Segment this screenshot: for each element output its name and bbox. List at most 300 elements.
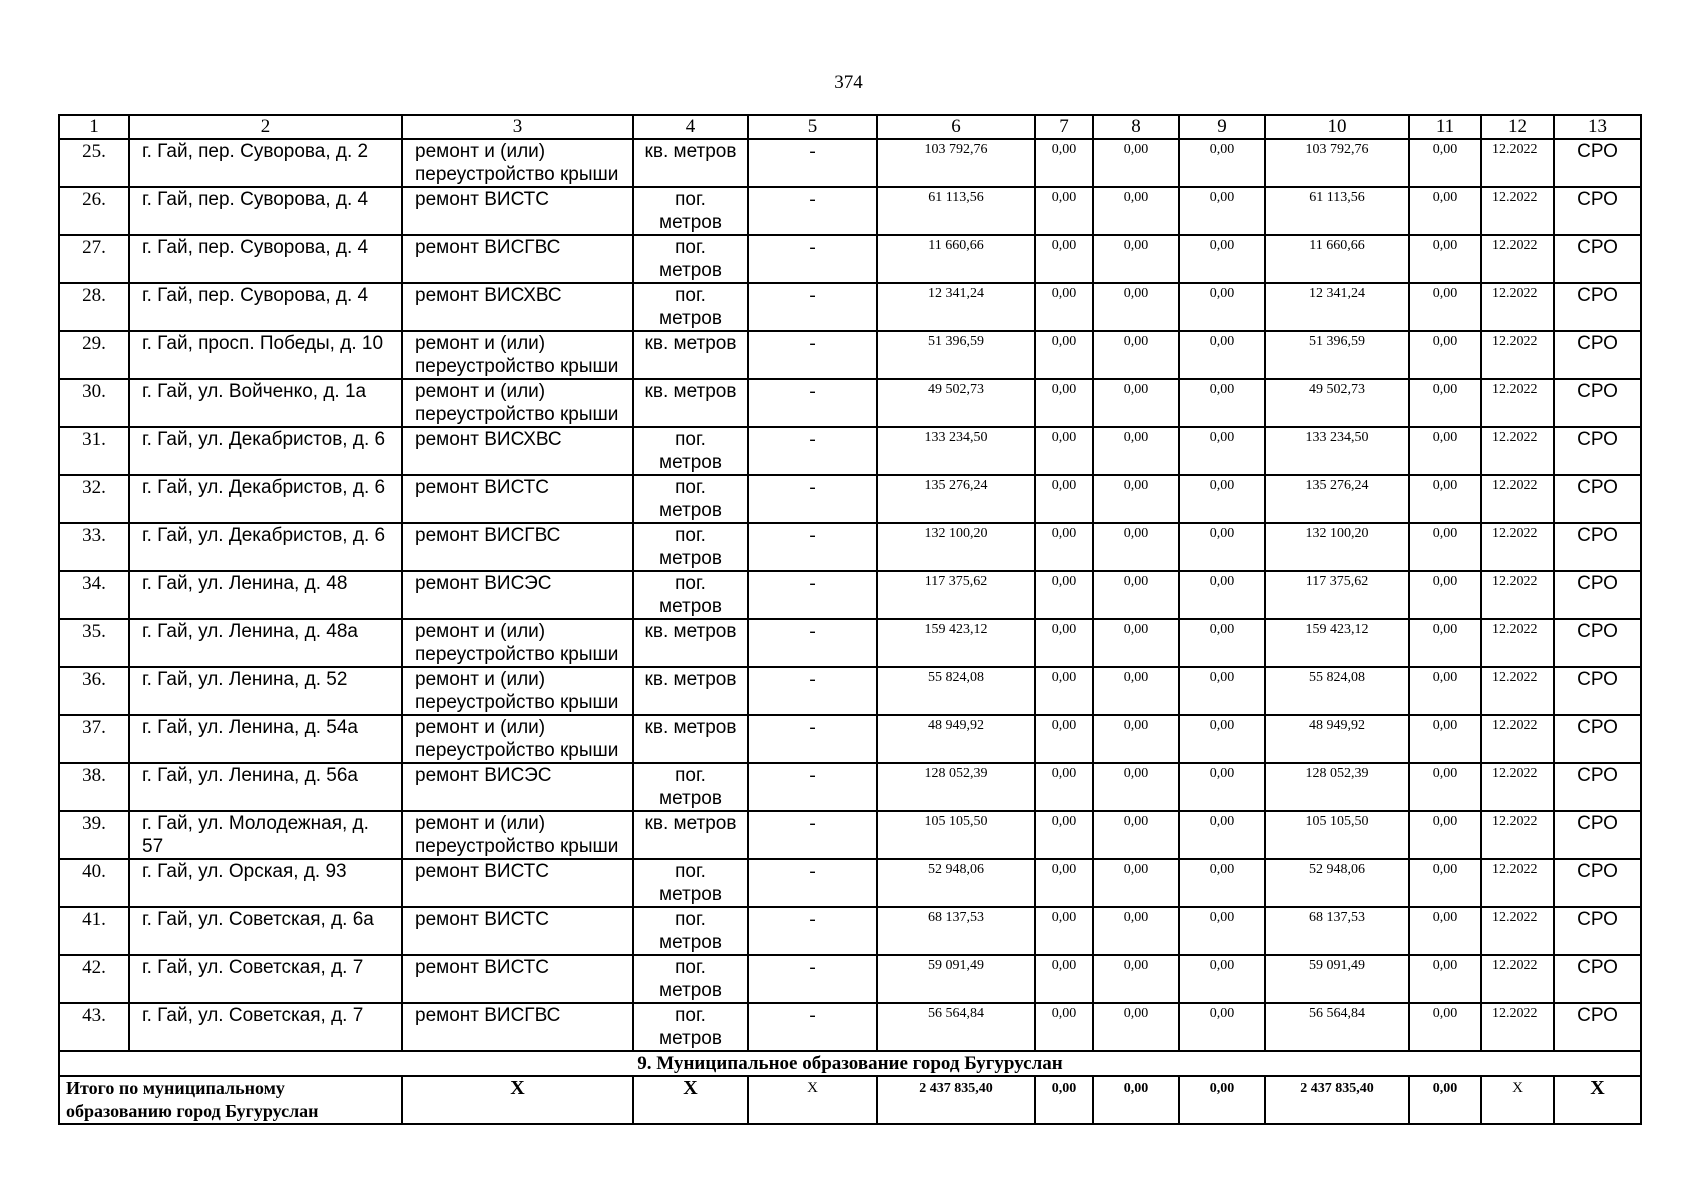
amount-cell-c10: 68 137,53 <box>1265 907 1409 955</box>
work-type-cell <box>402 187 633 235</box>
row-number-cell: 42. <box>59 955 129 1003</box>
amount-cell-c8: 0,00 <box>1093 187 1179 235</box>
row-number-cell: 39. <box>59 811 129 859</box>
work-type-cell <box>402 859 633 907</box>
unit-line: кв. метров <box>644 333 737 354</box>
total-row <box>59 1076 1641 1124</box>
column-5-cell: - <box>748 763 877 811</box>
amount-cell-c8: 0,00 <box>1093 571 1179 619</box>
amount-cell-c8: 0,00 <box>1093 763 1179 811</box>
row-number-cell: 37. <box>59 715 129 763</box>
deadline-cell: 12.2022 <box>1481 235 1554 283</box>
column-number-header-row <box>59 115 1641 139</box>
row-number-cell: 28. <box>59 283 129 331</box>
deadline-cell: 12.2022 <box>1481 187 1554 235</box>
amount-cell-c9: 0,00 <box>1179 667 1265 715</box>
amount-cell-c11: 0,00 <box>1409 139 1481 187</box>
deadline-cell: 12.2022 <box>1481 619 1554 667</box>
amount-cell-c6: 68 137,53 <box>877 907 1035 955</box>
amount-cell-c9: 0,00 <box>1179 715 1265 763</box>
deadline-cell: 12.2022 <box>1481 571 1554 619</box>
column-5-cell: - <box>748 859 877 907</box>
amount-cell-c6: 49 502,73 <box>877 379 1035 427</box>
amount-cell-c9: 0,00 <box>1179 235 1265 283</box>
amount-cell-c11: 0,00 <box>1409 907 1481 955</box>
amount-cell-c9: 0,00 <box>1179 379 1265 427</box>
table-row <box>59 139 1641 187</box>
amount-cell-c10: 117 375,62 <box>1265 571 1409 619</box>
unit-line: пог. <box>675 525 706 546</box>
amount-cell-c10: 52 948,06 <box>1265 859 1409 907</box>
table-row <box>59 907 1641 955</box>
amount-cell-c10: 55 824,08 <box>1265 667 1409 715</box>
column-5-cell: - <box>748 1003 877 1051</box>
amount-cell-c11: 0,00 <box>1409 331 1481 379</box>
table-row <box>59 763 1641 811</box>
amount-cell-c8: 0,00 <box>1093 811 1179 859</box>
amount-cell-c6: 59 091,49 <box>877 955 1035 1003</box>
source-cell: СРО <box>1554 619 1641 667</box>
deadline-cell: 12.2022 <box>1481 331 1554 379</box>
table-row <box>59 811 1641 859</box>
amount-cell-c11: 0,00 <box>1409 763 1481 811</box>
row-number-cell: 32. <box>59 475 129 523</box>
amount-cell-c6: 51 396,59 <box>877 331 1035 379</box>
table-row <box>59 331 1641 379</box>
work-type-line: ремонт ВИСГВС <box>415 237 561 258</box>
work-type-line: переустройство крыши <box>415 404 619 425</box>
amount-cell-c8: 0,00 <box>1093 859 1179 907</box>
amount-cell-c6: 133 234,50 <box>877 427 1035 475</box>
address-cell: г. Гай, ул. Ленина, д. 48а <box>129 619 402 667</box>
amount-cell-c10: 132 100,20 <box>1265 523 1409 571</box>
work-type-line: ремонт и (или) <box>415 333 546 354</box>
amount-cell-c8: 0,00 <box>1093 475 1179 523</box>
work-type-cell <box>402 619 633 667</box>
amount-cell-c7: 0,00 <box>1035 955 1093 1003</box>
source-cell: СРО <box>1554 235 1641 283</box>
source-cell: СРО <box>1554 187 1641 235</box>
amount-cell-c7: 0,00 <box>1035 379 1093 427</box>
unit-cell <box>633 187 748 235</box>
table-row <box>59 283 1641 331</box>
deadline-cell: 12.2022 <box>1481 715 1554 763</box>
amount-cell-c11: 0,00 <box>1409 811 1481 859</box>
column-5-cell: - <box>748 235 877 283</box>
address-cell: г. Гай, пер. Суворова, д. 4 <box>129 235 402 283</box>
unit-line: кв. метров <box>644 141 737 162</box>
work-type-line: ремонт ВИСТС <box>415 477 549 498</box>
work-type-line: переустройство крыши <box>415 692 619 713</box>
unit-line: пог. <box>675 1005 706 1026</box>
amount-cell-c7: 0,00 <box>1035 763 1093 811</box>
work-type-line: ремонт ВИСТС <box>415 909 549 930</box>
address-cell: г. Гай, ул. Ленина, д. 52 <box>129 667 402 715</box>
work-type-cell <box>402 907 633 955</box>
column-5-cell: - <box>748 475 877 523</box>
amount-cell-c7: 0,00 <box>1035 139 1093 187</box>
column-number: 13 <box>1554 115 1641 139</box>
amount-cell-c7: 0,00 <box>1035 907 1093 955</box>
unit-cell <box>633 667 748 715</box>
row-number-cell: 27. <box>59 235 129 283</box>
deadline-cell: 12.2022 <box>1481 955 1554 1003</box>
unit-line: метров <box>659 884 722 905</box>
row-number-cell: 35. <box>59 619 129 667</box>
unit-line: метров <box>659 1028 722 1049</box>
table-row <box>59 187 1641 235</box>
column-number: 3 <box>402 115 633 139</box>
column-5-cell: - <box>748 187 877 235</box>
column-number: 7 <box>1035 115 1093 139</box>
table-row <box>59 427 1641 475</box>
amount-cell-c11: 0,00 <box>1409 427 1481 475</box>
row-number-cell: 38. <box>59 763 129 811</box>
row-number-cell: 36. <box>59 667 129 715</box>
table-row <box>59 619 1641 667</box>
row-number-cell: 31. <box>59 427 129 475</box>
work-type-line: ремонт ВИСГВС <box>415 1005 561 1026</box>
amount-cell-c8: 0,00 <box>1093 907 1179 955</box>
amount-cell-c6: 105 105,50 <box>877 811 1035 859</box>
amount-cell-c10: 128 052,39 <box>1265 763 1409 811</box>
total-c5: X <box>748 1076 877 1124</box>
source-cell: СРО <box>1554 955 1641 1003</box>
work-type-cell <box>402 523 633 571</box>
source-cell: СРО <box>1554 571 1641 619</box>
amount-cell-c10: 61 113,56 <box>1265 187 1409 235</box>
row-number-cell: 25. <box>59 139 129 187</box>
page-number: 374 <box>834 72 863 93</box>
unit-line: метров <box>659 260 722 281</box>
work-type-cell <box>402 379 633 427</box>
amount-cell-c6: 56 564,84 <box>877 1003 1035 1051</box>
address-cell: г. Гай, ул. Ленина, д. 48 <box>129 571 402 619</box>
table-row <box>59 715 1641 763</box>
unit-line: кв. метров <box>644 669 737 690</box>
amount-cell-c11: 0,00 <box>1409 619 1481 667</box>
amount-cell-c6: 128 052,39 <box>877 763 1035 811</box>
amount-cell-c9: 0,00 <box>1179 619 1265 667</box>
amount-cell-c7: 0,00 <box>1035 475 1093 523</box>
work-type-cell <box>402 235 633 283</box>
amount-cell-c8: 0,00 <box>1093 1003 1179 1051</box>
total-c7: 0,00 <box>1035 1076 1093 1124</box>
amount-cell-c6: 159 423,12 <box>877 619 1035 667</box>
column-number: 9 <box>1179 115 1265 139</box>
unit-line: кв. метров <box>644 621 737 642</box>
table-row <box>59 379 1641 427</box>
column-5-cell: - <box>748 331 877 379</box>
amount-cell-c7: 0,00 <box>1035 283 1093 331</box>
address-cell: г. Гай, пер. Суворова, д. 4 <box>129 283 402 331</box>
amount-cell-c8: 0,00 <box>1093 619 1179 667</box>
amount-cell-c9: 0,00 <box>1179 475 1265 523</box>
amount-cell-c6: 135 276,24 <box>877 475 1035 523</box>
column-number: 2 <box>129 115 402 139</box>
column-number: 12 <box>1481 115 1554 139</box>
amount-cell-c10: 11 660,66 <box>1265 235 1409 283</box>
work-type-line: ремонт и (или) <box>415 813 546 834</box>
work-type-line: переустройство крыши <box>415 356 619 377</box>
source-cell: СРО <box>1554 667 1641 715</box>
deadline-cell: 12.2022 <box>1481 667 1554 715</box>
work-type-cell <box>402 571 633 619</box>
amount-cell-c9: 0,00 <box>1179 811 1265 859</box>
work-type-cell <box>402 331 633 379</box>
column-5-cell: - <box>748 427 877 475</box>
amount-cell-c8: 0,00 <box>1093 283 1179 331</box>
deadline-cell: 12.2022 <box>1481 139 1554 187</box>
amount-cell-c9: 0,00 <box>1179 859 1265 907</box>
amount-cell-c11: 0,00 <box>1409 283 1481 331</box>
table-row <box>59 955 1641 1003</box>
address-cell: г. Гай, ул. Декабристов, д. 6 <box>129 523 402 571</box>
amount-cell-c8: 0,00 <box>1093 715 1179 763</box>
amount-cell-c10: 133 234,50 <box>1265 427 1409 475</box>
deadline-cell: 12.2022 <box>1481 427 1554 475</box>
amount-cell-c10: 12 341,24 <box>1265 283 1409 331</box>
column-5-cell: - <box>748 811 877 859</box>
amount-cell-c10: 59 091,49 <box>1265 955 1409 1003</box>
amount-cell-c10: 105 105,50 <box>1265 811 1409 859</box>
deadline-cell: 12.2022 <box>1481 1003 1554 1051</box>
unit-line: пог. <box>675 909 706 930</box>
column-5-cell: - <box>748 619 877 667</box>
column-number: 4 <box>633 115 748 139</box>
source-cell: СРО <box>1554 379 1641 427</box>
unit-line: метров <box>659 308 722 329</box>
amount-cell-c11: 0,00 <box>1409 859 1481 907</box>
amount-cell-c8: 0,00 <box>1093 235 1179 283</box>
unit-line: метров <box>659 452 722 473</box>
address-cell: г. Гай, ул. Декабристов, д. 6 <box>129 475 402 523</box>
amount-cell-c7: 0,00 <box>1035 427 1093 475</box>
address-cell: г. Гай, просп. Победы, д. 10 <box>129 331 402 379</box>
column-5-cell: - <box>748 907 877 955</box>
work-type-cell <box>402 955 633 1003</box>
total-c8: 0,00 <box>1093 1076 1179 1124</box>
amount-cell-c9: 0,00 <box>1179 139 1265 187</box>
amount-cell-c11: 0,00 <box>1409 523 1481 571</box>
unit-cell <box>633 763 748 811</box>
work-type-line: ремонт ВИСЭС <box>415 573 552 594</box>
amount-cell-c7: 0,00 <box>1035 187 1093 235</box>
row-number-cell: 41. <box>59 907 129 955</box>
work-type-cell <box>402 811 633 859</box>
amount-cell-c11: 0,00 <box>1409 571 1481 619</box>
unit-cell <box>633 571 748 619</box>
amount-cell-c10: 48 949,92 <box>1265 715 1409 763</box>
work-type-line: ремонт и (или) <box>415 141 546 162</box>
unit-cell <box>633 523 748 571</box>
source-cell: СРО <box>1554 283 1641 331</box>
amount-cell-c9: 0,00 <box>1179 331 1265 379</box>
unit-line: метров <box>659 500 722 521</box>
column-number: 10 <box>1265 115 1409 139</box>
amount-cell-c6: 55 824,08 <box>877 667 1035 715</box>
column-number: 1 <box>59 115 129 139</box>
source-cell: СРО <box>1554 475 1641 523</box>
work-type-line: ремонт ВИСХВС <box>415 429 562 450</box>
work-type-line: ремонт ВИСЭС <box>415 765 552 786</box>
unit-line: пог. <box>675 573 706 594</box>
amount-cell-c11: 0,00 <box>1409 667 1481 715</box>
work-type-line: переустройство крыши <box>415 164 619 185</box>
unit-line: пог. <box>675 237 706 258</box>
amount-cell-c7: 0,00 <box>1035 331 1093 379</box>
amount-cell-c10: 49 502,73 <box>1265 379 1409 427</box>
source-cell: СРО <box>1554 427 1641 475</box>
row-number-cell: 34. <box>59 571 129 619</box>
amount-cell-c10: 56 564,84 <box>1265 1003 1409 1051</box>
total-c9: 0,00 <box>1179 1076 1265 1124</box>
unit-line: пог. <box>675 285 706 306</box>
work-type-line: переустройство крыши <box>415 740 619 761</box>
amount-cell-c6: 12 341,24 <box>877 283 1035 331</box>
works-table <box>58 114 1642 1125</box>
address-cell: г. Гай, ул. Декабристов, д. 6 <box>129 427 402 475</box>
row-number-cell: 26. <box>59 187 129 235</box>
address-cell: г. Гай, пер. Суворова, д. 4 <box>129 187 402 235</box>
work-type-cell <box>402 763 633 811</box>
unit-cell <box>633 139 748 187</box>
unit-line: метров <box>659 548 722 569</box>
source-cell: СРО <box>1554 715 1641 763</box>
unit-line: пог. <box>675 957 706 978</box>
unit-line: метров <box>659 212 722 233</box>
amount-cell-c7: 0,00 <box>1035 235 1093 283</box>
unit-cell <box>633 475 748 523</box>
amount-cell-c7: 0,00 <box>1035 571 1093 619</box>
amount-cell-c7: 0,00 <box>1035 859 1093 907</box>
amount-cell-c8: 0,00 <box>1093 667 1179 715</box>
unit-cell <box>633 379 748 427</box>
amount-cell-c8: 0,00 <box>1093 139 1179 187</box>
deadline-cell: 12.2022 <box>1481 379 1554 427</box>
amount-cell-c11: 0,00 <box>1409 1003 1481 1051</box>
amount-cell-c8: 0,00 <box>1093 379 1179 427</box>
work-type-cell <box>402 427 633 475</box>
total-label <box>59 1076 402 1124</box>
deadline-cell: 12.2022 <box>1481 523 1554 571</box>
column-number: 11 <box>1409 115 1481 139</box>
source-cell: СРО <box>1554 811 1641 859</box>
column-5-cell: - <box>748 283 877 331</box>
row-number-cell: 29. <box>59 331 129 379</box>
address-cell: г. Гай, ул. Ленина, д. 54а <box>129 715 402 763</box>
total-label-line: образованию город Бугуруслан <box>66 1101 319 1121</box>
unit-cell <box>633 715 748 763</box>
amount-cell-c6: 52 948,06 <box>877 859 1035 907</box>
unit-cell <box>633 235 748 283</box>
work-type-line: ремонт ВИСХВС <box>415 285 562 306</box>
column-5-cell: - <box>748 955 877 1003</box>
total-c12: X <box>1481 1076 1554 1124</box>
unit-cell <box>633 427 748 475</box>
row-number-cell: 43. <box>59 1003 129 1051</box>
amount-cell-c7: 0,00 <box>1035 1003 1093 1051</box>
work-type-cell <box>402 475 633 523</box>
amount-cell-c10: 159 423,12 <box>1265 619 1409 667</box>
amount-cell-c8: 0,00 <box>1093 331 1179 379</box>
section-title: 9. Муниципальное образование город Бугуруслан <box>59 1051 1641 1076</box>
work-type-line: ремонт ВИСТС <box>415 189 549 210</box>
unit-cell <box>633 1003 748 1051</box>
row-number-cell: 33. <box>59 523 129 571</box>
amount-cell-c9: 0,00 <box>1179 955 1265 1003</box>
total-c11: 0,00 <box>1409 1076 1481 1124</box>
work-type-line: ремонт ВИСТС <box>415 957 549 978</box>
deadline-cell: 12.2022 <box>1481 475 1554 523</box>
amount-cell-c11: 0,00 <box>1409 187 1481 235</box>
amount-cell-c9: 0,00 <box>1179 187 1265 235</box>
amount-cell-c11: 0,00 <box>1409 379 1481 427</box>
amount-cell-c7: 0,00 <box>1035 667 1093 715</box>
amount-cell-c9: 0,00 <box>1179 763 1265 811</box>
source-cell: СРО <box>1554 907 1641 955</box>
address-cell: г. Гай, пер. Суворова, д. 2 <box>129 139 402 187</box>
amount-cell-c6: 48 949,92 <box>877 715 1035 763</box>
work-type-line: переустройство крыши <box>415 644 619 665</box>
column-5-cell: - <box>748 571 877 619</box>
amount-cell-c10: 135 276,24 <box>1265 475 1409 523</box>
table-row <box>59 859 1641 907</box>
column-number: 8 <box>1093 115 1179 139</box>
amount-cell-c7: 0,00 <box>1035 715 1093 763</box>
amount-cell-c8: 0,00 <box>1093 955 1179 1003</box>
work-type-line: ремонт и (или) <box>415 381 546 402</box>
source-cell: СРО <box>1554 763 1641 811</box>
amount-cell-c9: 0,00 <box>1179 427 1265 475</box>
amount-cell-c11: 0,00 <box>1409 715 1481 763</box>
work-type-cell <box>402 1003 633 1051</box>
table-row <box>59 235 1641 283</box>
source-cell: СРО <box>1554 859 1641 907</box>
deadline-cell: 12.2022 <box>1481 907 1554 955</box>
unit-line: метров <box>659 788 722 809</box>
amount-cell-c8: 0,00 <box>1093 427 1179 475</box>
work-type-cell <box>402 667 633 715</box>
source-cell: СРО <box>1554 1003 1641 1051</box>
unit-line: пог. <box>675 861 706 882</box>
unit-cell <box>633 811 748 859</box>
column-number: 6 <box>877 115 1035 139</box>
address-cell: г. Гай, ул. Орская, д. 93 <box>129 859 402 907</box>
amount-cell-c9: 0,00 <box>1179 571 1265 619</box>
amount-cell-c7: 0,00 <box>1035 811 1093 859</box>
total-c6: 2 437 835,40 <box>877 1076 1035 1124</box>
column-5-cell: - <box>748 715 877 763</box>
deadline-cell: 12.2022 <box>1481 283 1554 331</box>
source-cell: СРО <box>1554 139 1641 187</box>
work-type-line: ремонт и (или) <box>415 717 546 738</box>
amount-cell-c6: 117 375,62 <box>877 571 1035 619</box>
table-row <box>59 523 1641 571</box>
total-c4: X <box>633 1076 748 1124</box>
column-5-cell: - <box>748 667 877 715</box>
deadline-cell: 12.2022 <box>1481 859 1554 907</box>
work-type-line: переустройство крыши <box>415 836 619 857</box>
table-row <box>59 475 1641 523</box>
amount-cell-c11: 0,00 <box>1409 235 1481 283</box>
amount-cell-c9: 0,00 <box>1179 907 1265 955</box>
address-cell: г. Гай, ул. Советская, д. 7 <box>129 955 402 1003</box>
amount-cell-c10: 51 396,59 <box>1265 331 1409 379</box>
amount-cell-c7: 0,00 <box>1035 619 1093 667</box>
amount-cell-c10: 103 792,76 <box>1265 139 1409 187</box>
amount-cell-c9: 0,00 <box>1179 1003 1265 1051</box>
